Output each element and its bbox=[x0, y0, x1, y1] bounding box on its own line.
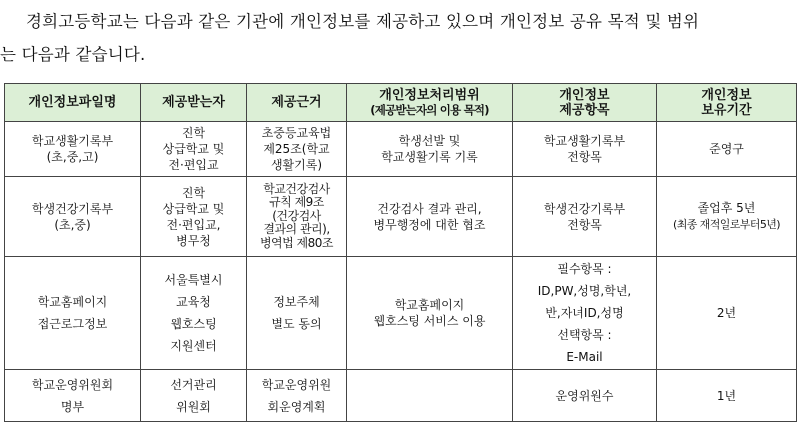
header-basis: 제공근거 bbox=[247, 84, 347, 122]
header-scope-sub: (제공받는자의 이용 목적) bbox=[370, 102, 489, 117]
cell-file: 학교운영위원회 명부 bbox=[5, 370, 141, 422]
intro-line-1: 경희고등학교는 다음과 같은 기관에 개인정보를 제공하고 있으며 개인정보 공유 목적 및 범위 bbox=[26, 12, 700, 31]
cell-file: 학교생활기록부 (초,중,고) bbox=[5, 122, 141, 177]
cell-scope: 건강검사 결과 관리, 병무행정에 대한 협조 bbox=[347, 177, 513, 257]
header-recipient: 제공받는자 bbox=[141, 84, 247, 122]
table-row bbox=[5, 177, 797, 257]
cell-basis: 초중등교육법 제25조(학교 생활기록) bbox=[247, 122, 347, 177]
table-row bbox=[5, 122, 797, 177]
table-header-row bbox=[5, 84, 797, 122]
cell-items: 학생건강기록부 전항목 bbox=[513, 177, 657, 257]
privacy-sharing-table bbox=[4, 83, 797, 422]
cell-period: 1년 bbox=[657, 370, 797, 422]
cell-file: 학교홈페이지 접근로그정보 bbox=[5, 257, 141, 370]
cell-period: 준영구 bbox=[657, 122, 797, 177]
cell-items: 필수항목 : ID,PW,성명,학년, 반,자녀ID,성명 선택항목 : E-Mail bbox=[513, 257, 657, 370]
intro-line-2: 는 다음과 같습니다. bbox=[0, 45, 146, 64]
cell-basis: 학교운영위원 회운영계획 bbox=[247, 370, 347, 422]
header-items: 개인정보 제공항목 bbox=[513, 84, 657, 122]
cell-basis: 학교건강검사 규칙 제9조 (건강검사 결과의 관리), 병역법 제80조 bbox=[247, 177, 347, 257]
cell-recipient: 진학 상급학교 및 전·편입교 bbox=[141, 122, 247, 177]
header-period: 개인정보 보유기간 bbox=[657, 84, 797, 122]
cell-recipient: 진학 상급학교 및 전·편입교, 병무청 bbox=[141, 177, 247, 257]
cell-items: 학교생활기록부 전항목 bbox=[513, 122, 657, 177]
cell-period: 졸업후 5년 (최종 재적일로부터5년) bbox=[657, 177, 797, 257]
table-row bbox=[5, 370, 797, 422]
cell-basis: 정보주체 별도 동의 bbox=[247, 257, 347, 370]
cell-items: 운영위원수 bbox=[513, 370, 657, 422]
cell-recipient: 선거관리 위원회 bbox=[141, 370, 247, 422]
cell-scope bbox=[347, 370, 513, 422]
header-file-name: 개인정보파일명 bbox=[5, 84, 141, 122]
cell-period: 2년 bbox=[657, 257, 797, 370]
header-scope: 개인정보처리범위 (제공받는자의 이용 목적) bbox=[347, 84, 513, 122]
cell-recipient: 서울특별시 교육청 웹호스팅 지원센터 bbox=[141, 257, 247, 370]
table-row bbox=[5, 257, 797, 370]
cell-scope: 학교홈페이지 웹호스팅 서비스 이용 bbox=[347, 257, 513, 370]
cell-file: 학생건강기록부 (초,중) bbox=[5, 177, 141, 257]
cell-scope: 학생선발 및 학교생활기록 기록 bbox=[347, 122, 513, 177]
